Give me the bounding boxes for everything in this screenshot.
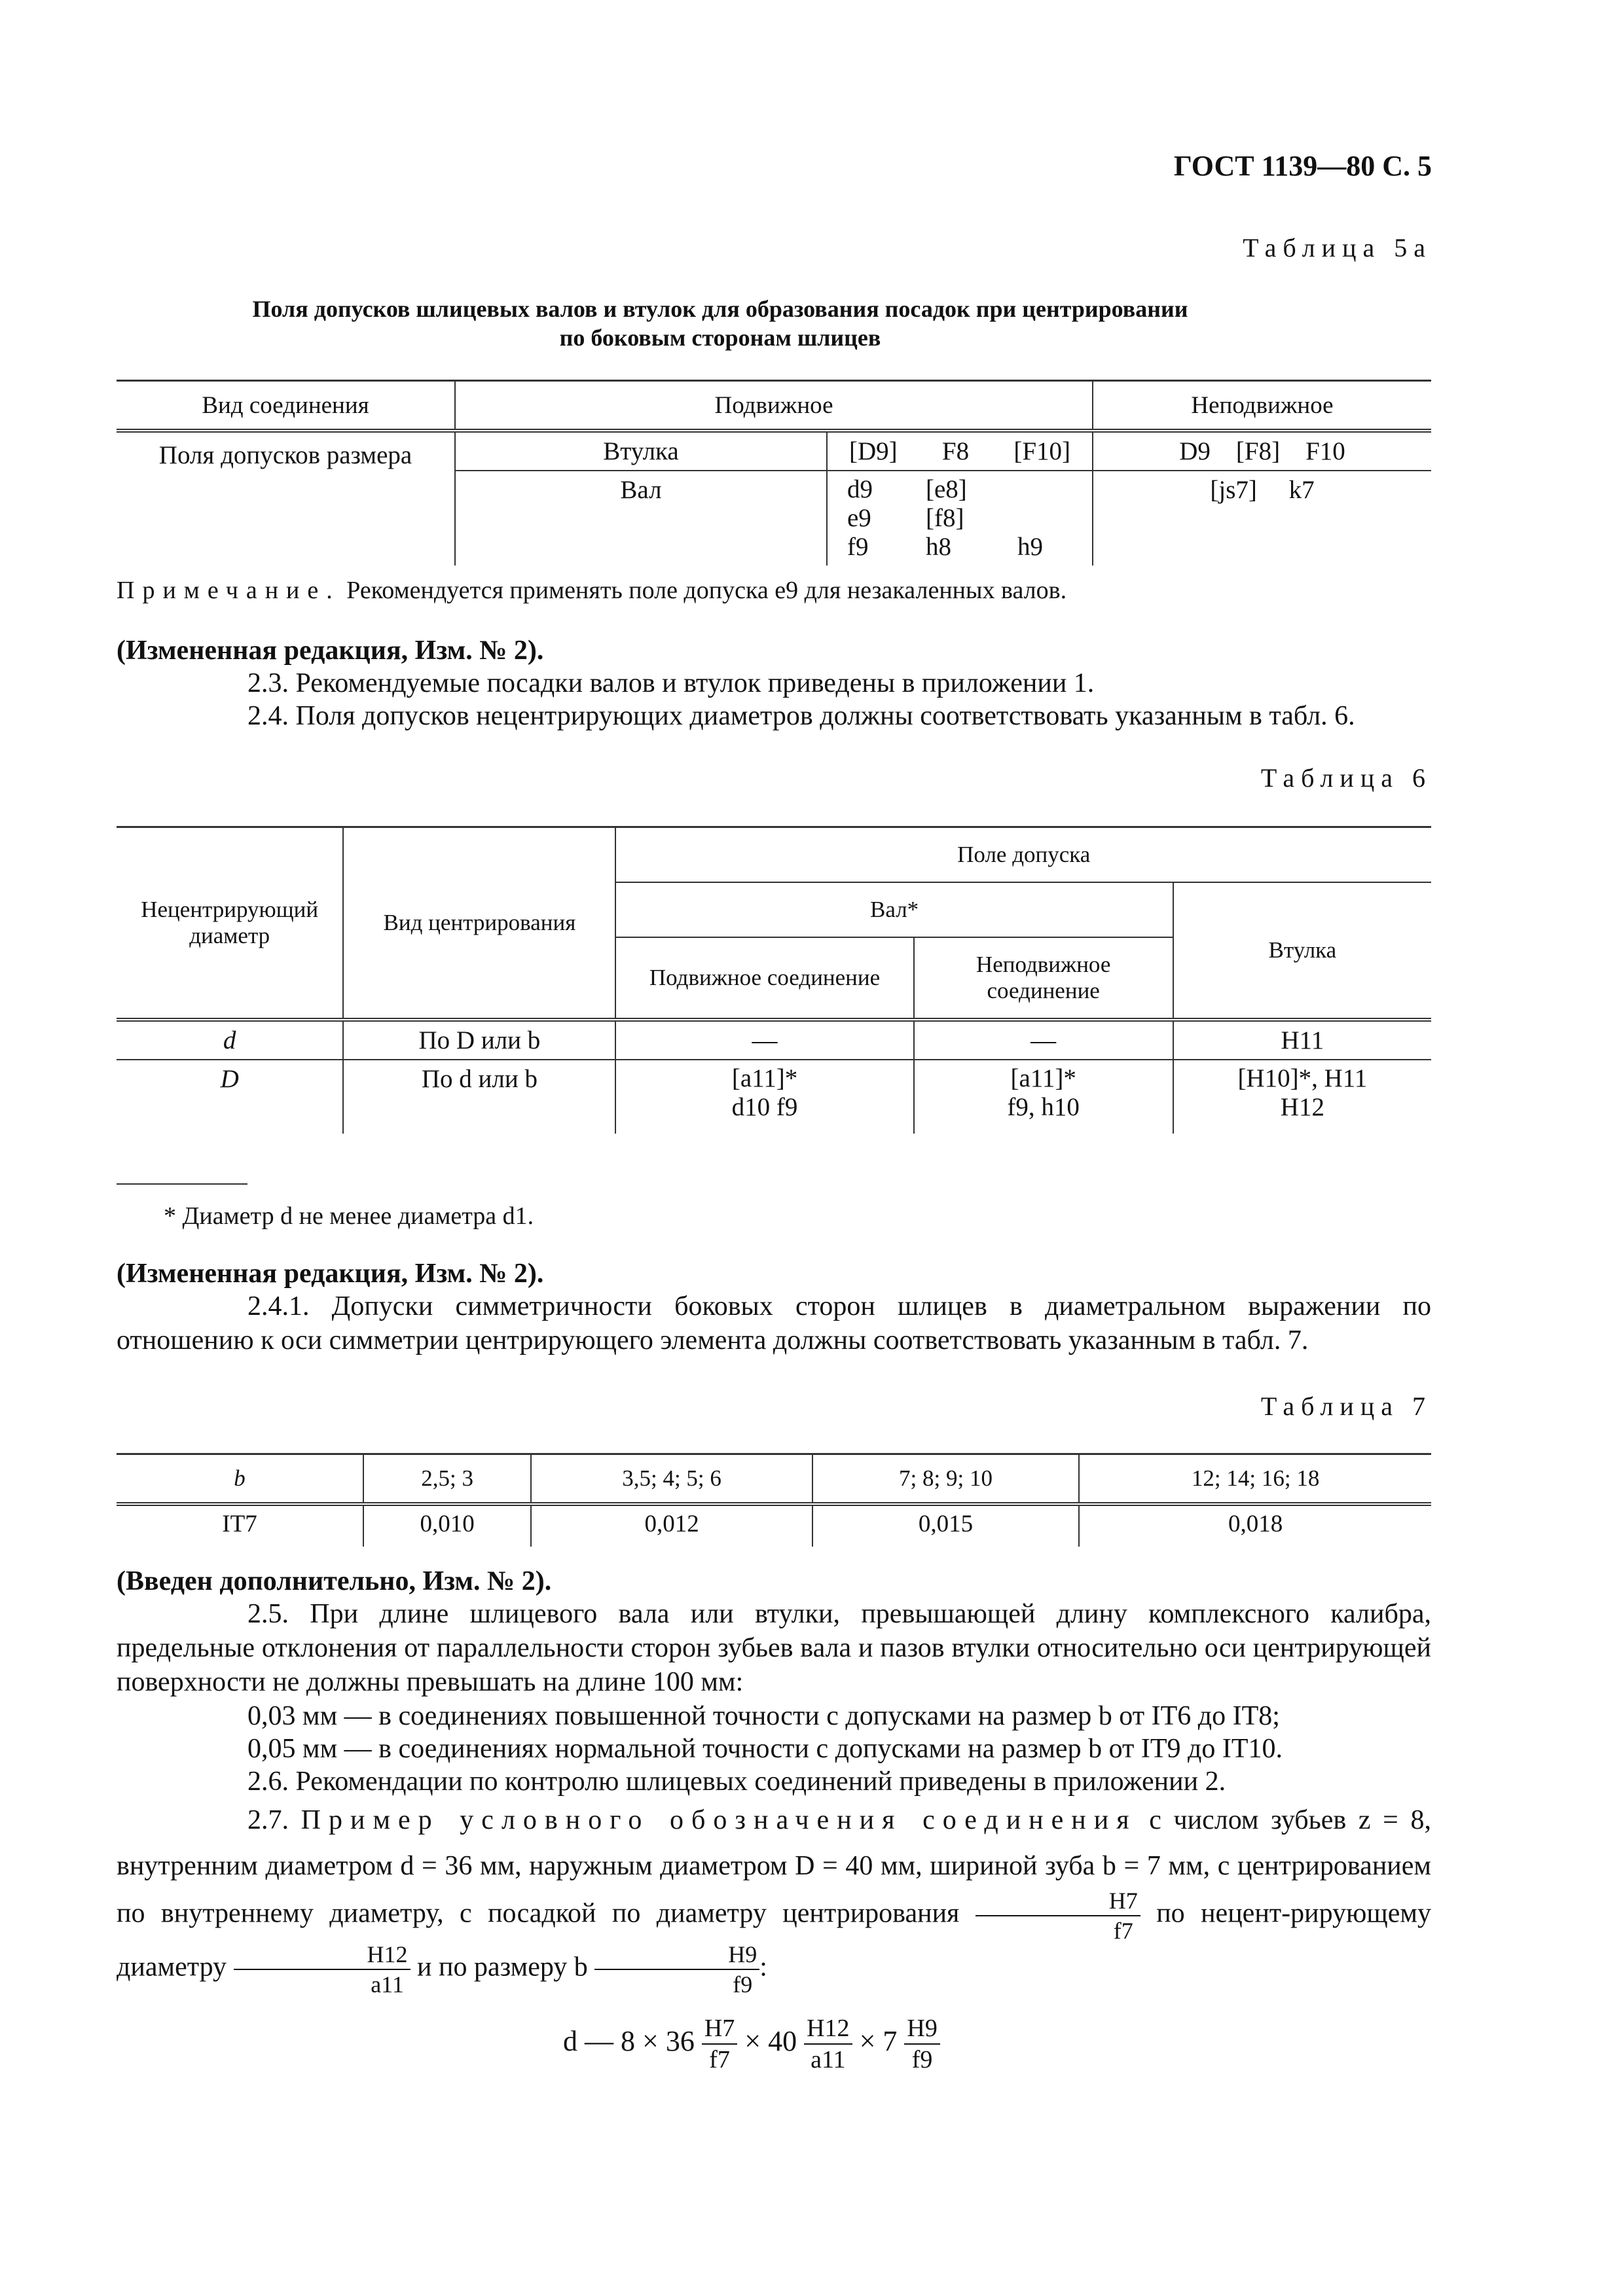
table-5a-caption (196, 295, 1244, 352)
formula-part: × 40 (737, 2025, 805, 2058)
th-shaft: Вал* (615, 882, 1173, 937)
t7-r3: 0,015 (812, 1504, 1079, 1547)
den: a11 (811, 2046, 846, 2073)
num: H12 (234, 1943, 410, 1970)
th-fixed: Неподвижное (1093, 381, 1431, 431)
num: H7 (976, 1889, 1140, 1916)
bush-mobile (827, 431, 1093, 471)
row1-kind: По D или b (343, 1020, 615, 1060)
th-kind: Вид центрирования (343, 827, 615, 1020)
t7-r2: 0,012 (531, 1504, 812, 1547)
para-2-6: 2.6. Рекомендации по контролю шлицевых соединений приведены в приложении 2. (247, 1767, 1226, 1797)
t7-r0: IT7 (222, 1511, 257, 1537)
num: H7 (702, 2016, 737, 2045)
p27-end: : (759, 1952, 767, 1982)
para-2-4: 2.4. Поля допусков нецентрирующих диаметров должны соответствовать указанным в табл. 6. (247, 701, 1355, 731)
fraction-h9-f9 (594, 1943, 759, 1996)
row1-diam: d (117, 1020, 343, 1060)
para-2-5-a: 0,03 мм — в соединениях повышенной точности с допусками на размер b от IT6 до IT8; (247, 1701, 1280, 1731)
cell: [D9] (848, 437, 898, 465)
cell: [js7] (1210, 476, 1257, 504)
table-5a (117, 380, 1431, 565)
cell: e9 (847, 504, 871, 532)
th-bush: Втулка (1173, 882, 1431, 1020)
note-5a (117, 573, 1431, 607)
footnote-rule (117, 1183, 247, 1185)
footnote: * Диаметр d не менее диаметра d1. (164, 1202, 534, 1230)
th-field: Поле допуска (615, 827, 1431, 883)
t7-h2: 3,5; 4; 5; 6 (531, 1454, 812, 1505)
cell: h9 (1017, 533, 1043, 561)
page-header: ГОСТ 1139—80 С. 5 (1173, 150, 1432, 182)
note-text: Рекомендуется применять поле допуска е9 для незакаленных валов. (340, 577, 1067, 604)
fraction-h7-f7 (976, 1889, 1140, 1943)
row2-fixed: [a11]* f9, h10 (914, 1060, 1173, 1134)
num: H9 (904, 2016, 939, 2045)
cell: k7 (1288, 476, 1315, 504)
p27-num: 2.7. (247, 1805, 301, 1835)
bush-fixed (1093, 431, 1431, 471)
cell: [F8] (1235, 437, 1281, 465)
th-mobile: Подвижное (455, 381, 1093, 431)
shaft-label: Вал (455, 471, 827, 565)
row2-kind: По d или b (343, 1060, 615, 1134)
den: a11 (371, 1971, 404, 1998)
t7-h0: b (117, 1454, 363, 1505)
p27-a: с числом зубьев z = 8, внутренним диаметром d = 36 мм, наружным диаметром D = 40 мм, шириной зуба b = 7 мм, с центрированием по внутреннему диаметру, с посадкой по диаметру центрирования (117, 1805, 1431, 1929)
row1-bush: H11 (1173, 1020, 1431, 1060)
cell: D9 (1179, 437, 1211, 465)
table-6-label: Таблица 6 (1260, 763, 1432, 793)
table-7-label: Таблица 7 (1260, 1391, 1432, 1421)
formula-part: × 7 (852, 2025, 905, 2058)
row1-mobile: — (615, 1020, 913, 1060)
row1-fixed: — (914, 1020, 1173, 1060)
row2-diam: D (220, 1065, 239, 1093)
para-2-3: 2.3. Рекомендуемые посадки валов и втулок приведены в приложении 1. (247, 668, 1095, 698)
t7-h3: 7; 8; 9; 10 (812, 1454, 1079, 1505)
den: f9 (911, 2046, 933, 2073)
table-5a-label: Таблица 5а (1243, 233, 1432, 262)
t7-h4: 12; 14; 16; 18 (1079, 1454, 1431, 1505)
bush-label: Втулка (455, 431, 827, 471)
th-kind: Вид соединения (117, 381, 455, 431)
formula (563, 2016, 940, 2072)
den: f7 (1113, 1918, 1133, 1944)
para-2-4-1: 2.4.1. Допуски симметричности боковых сторон шлицев в диаметральном выражении по отношению к оси симметрии центрирующего элемента должны соответствовать указанным в табл. 7. (117, 1291, 1431, 1355)
t7-r4: 0,018 (1079, 1504, 1431, 1547)
para-2-7 (117, 1797, 1431, 1996)
cell: [f8] (926, 504, 964, 532)
cell: d9 (847, 475, 873, 503)
den: f7 (709, 2046, 730, 2073)
fraction-h7-f7 (702, 2016, 737, 2072)
th-diam: Нецентрирующий диаметр (117, 827, 343, 1020)
fraction-h9-f9 (904, 2016, 939, 2072)
cell: F8 (941, 437, 970, 465)
table-6 (117, 826, 1431, 1134)
para-2-5: 2.5. При длине шлицевого вала или втулки, превышающей длину комплексного калибра, предельные отклонения от параллельности сторон зубьев вала и пазов втулки относительно оси центрирующей поверхности не должны превышать на длине 100 мм: (117, 1599, 1431, 1697)
cell: [e8] (926, 475, 967, 503)
caption-line-2: по боковым сторонам шлицев (559, 325, 881, 351)
t7-h1: 2,5; 3 (363, 1454, 531, 1505)
row-label: Поля допусков размера (158, 441, 412, 469)
changed-1: (Измененная редакция, Изм. № 2). (117, 636, 544, 666)
added-note: (Введен дополнительно, Изм. № 2). (117, 1566, 552, 1596)
cell: F10 (1305, 437, 1345, 465)
num: H9 (594, 1943, 759, 1970)
num: H12 (804, 2016, 852, 2045)
row2-bush: [H10]*, H11 H12 (1173, 1060, 1431, 1134)
shaft-mobile (827, 471, 1093, 565)
fraction-h12-a11 (804, 2016, 852, 2072)
note-label: Примечание. (117, 577, 340, 604)
caption-line-1: Поля допусков шлицевых валов и втулок для образования посадок при центрировании (252, 296, 1188, 322)
table-7 (117, 1453, 1431, 1547)
th-mobile: Подвижное соединение (615, 937, 913, 1020)
changed-2: (Измененная редакция, Изм. № 2). (117, 1259, 544, 1289)
shaft-fixed (1093, 471, 1431, 565)
th-fixed: Неподвижное соединение (914, 937, 1173, 1020)
p27-c: и по размеру b (410, 1952, 595, 1982)
fraction-h12-a11 (234, 1943, 410, 1996)
p27-b: по нецент-рирующему диаметру (117, 1898, 1431, 1982)
cell: f9 (847, 533, 869, 561)
t7-r1: 0,010 (363, 1504, 531, 1547)
den: f9 (733, 1971, 753, 1998)
p27-spaced: Пример условного обозначения соединения (301, 1805, 1137, 1835)
row2-mobile: [a11]* d10 f9 (615, 1060, 913, 1134)
formula-part: d — 8 × 36 (563, 2025, 702, 2058)
para-2-5-b: 0,05 мм — в соединениях нормальной точности с допусками на размер b от IT9 до IT10. (247, 1734, 1283, 1764)
cell: [F10] (1013, 437, 1070, 465)
cell: h8 (926, 533, 951, 561)
